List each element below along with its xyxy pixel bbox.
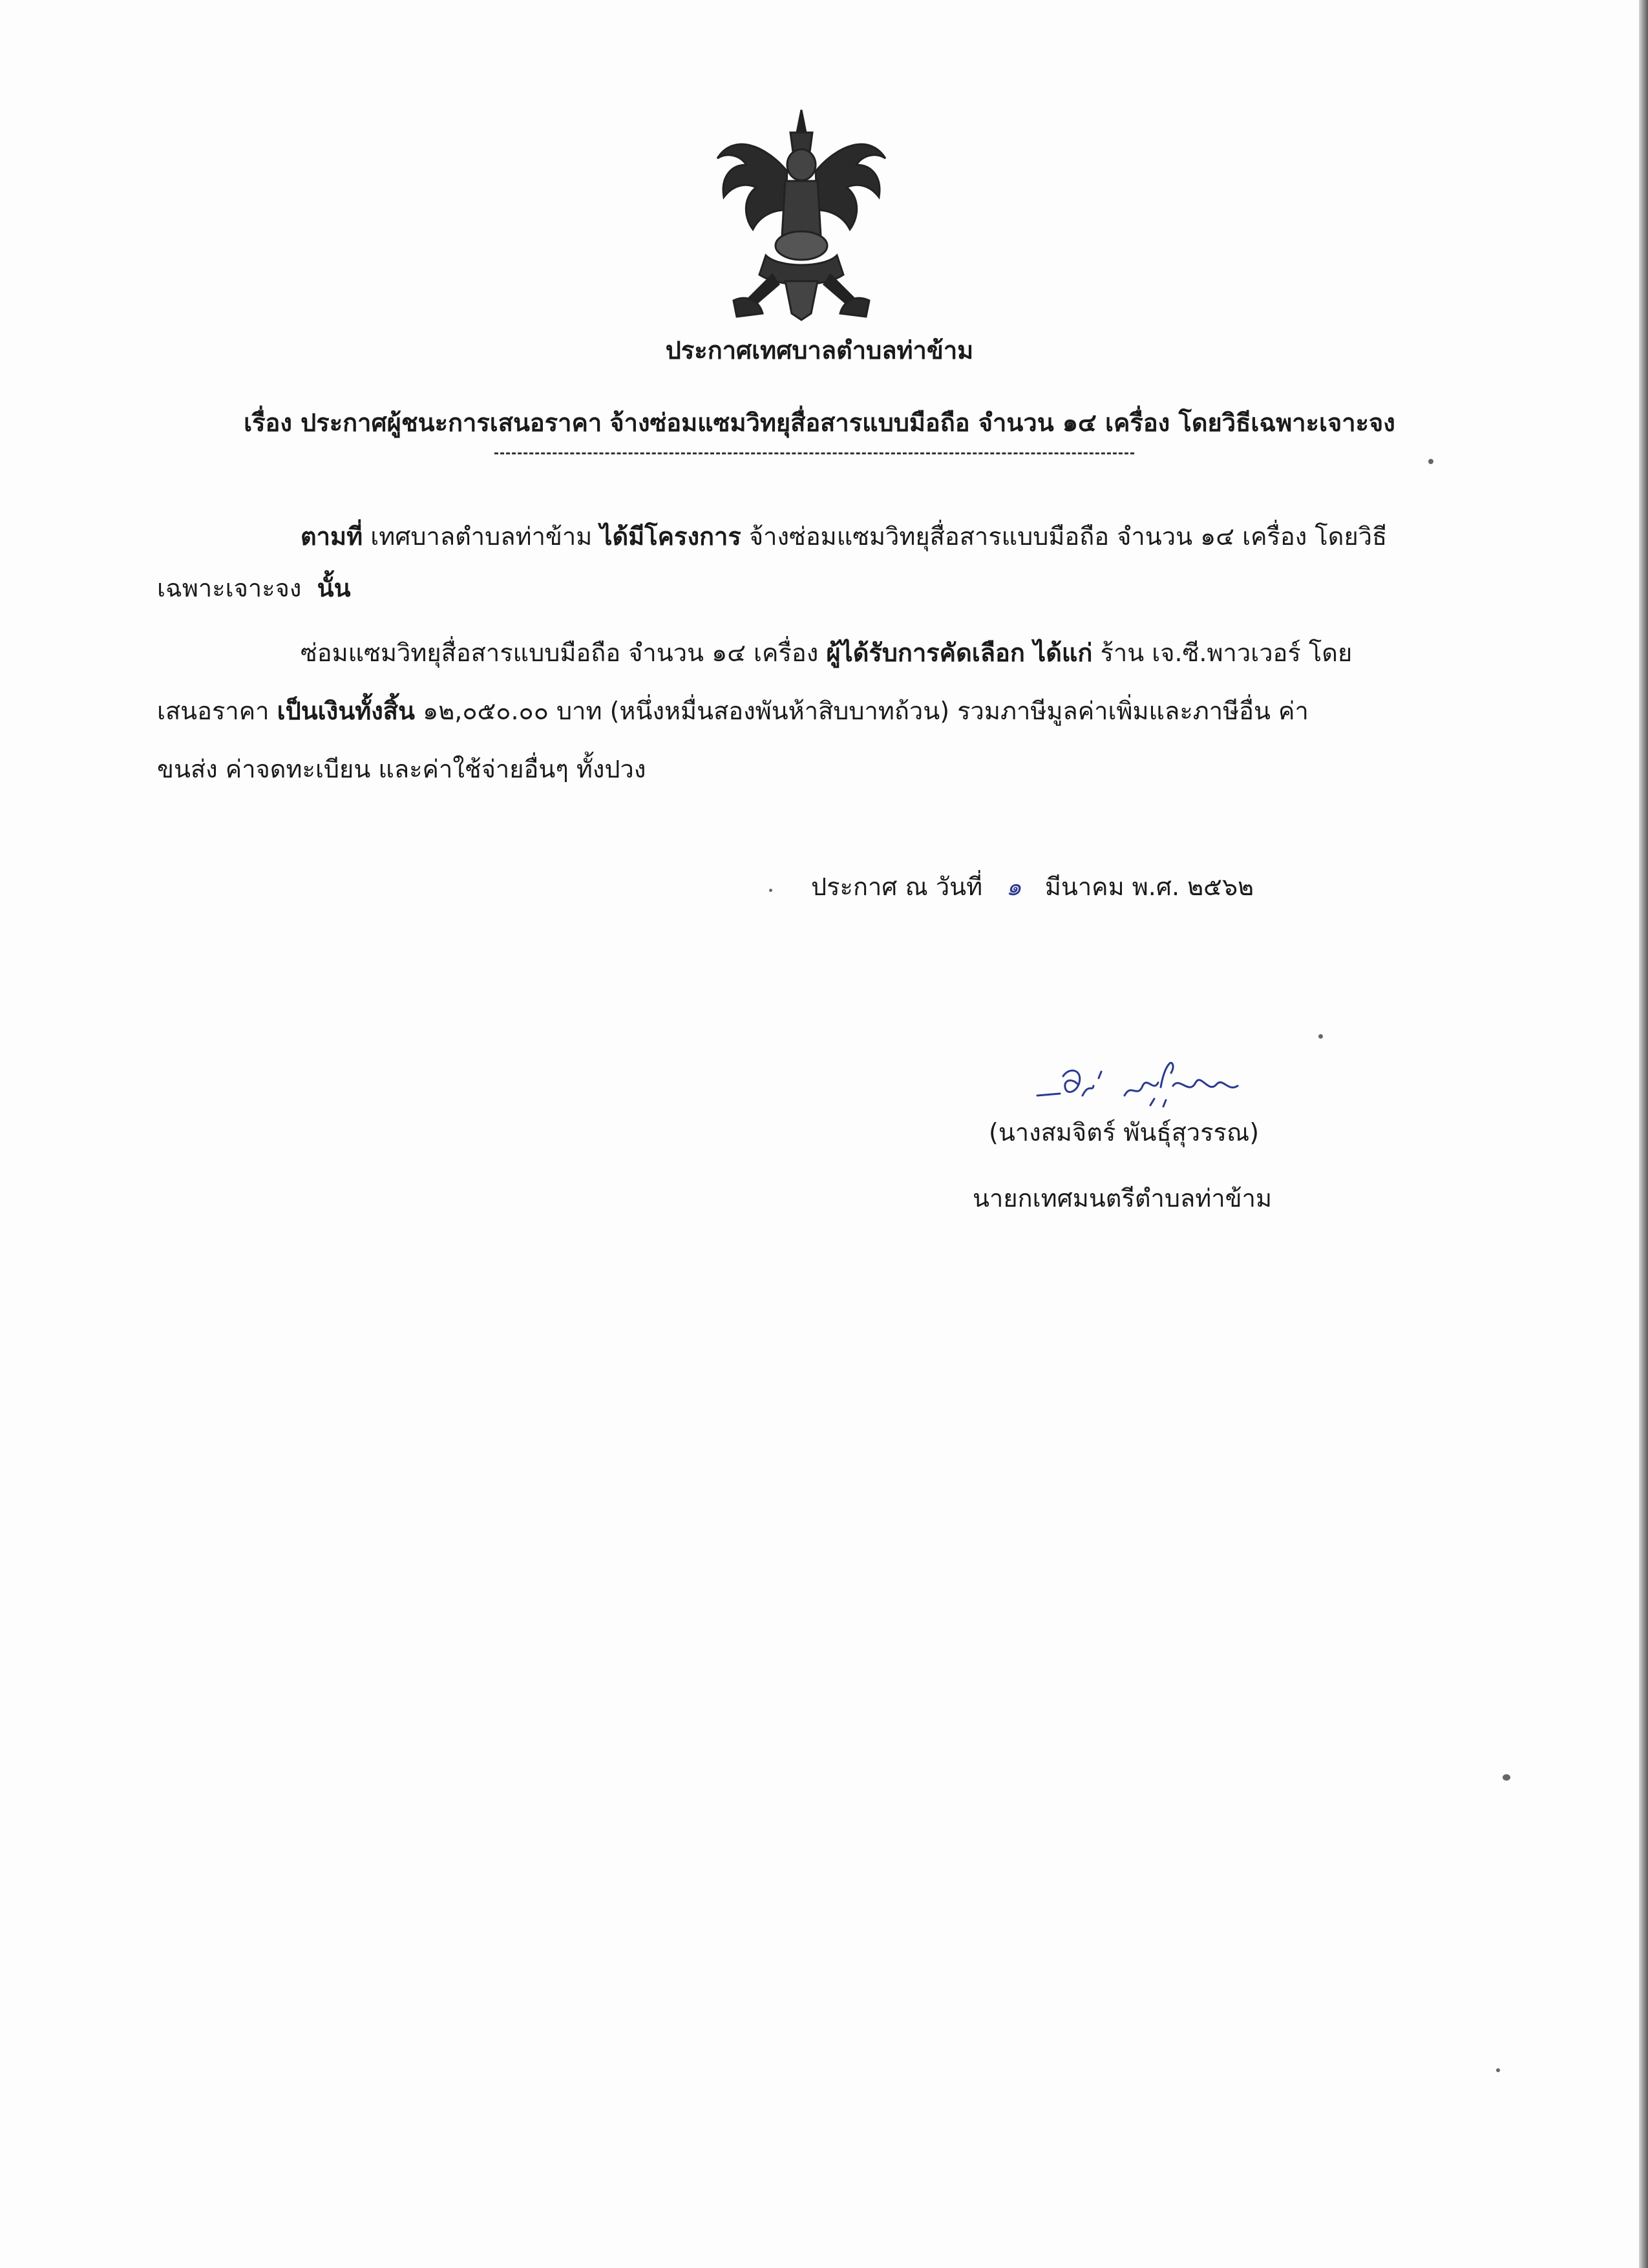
- p2-amount: ๑๒,๐๕๐.๐๐ บาท (หนึ่งหมื่นสองพันห้าสิบบาทถ้วน): [423, 697, 950, 725]
- announcement-date: [811, 873, 1254, 902]
- scan-edge: [1639, 0, 1648, 2268]
- scan-speck: [1503, 1774, 1510, 1781]
- scan-speck: [1318, 1034, 1323, 1039]
- paragraph1-line1: [301, 522, 1387, 552]
- p2-by: โดย: [1308, 639, 1353, 667]
- p1-org: เทศบาลตำบลท่าข้าม: [370, 522, 593, 551]
- p2-inclusion-2: ขนส่ง ค่าจดทะเบียน และค่าใช้จ่ายอื่นๆ ทั้งปวง: [157, 755, 646, 783]
- signatory-position: นายกเทศมนตรีตำบลท่าข้าม: [973, 1184, 1273, 1213]
- date-label: ประกาศ ณ วันที่: [811, 873, 983, 901]
- p2-offer-label: เสนอราคา: [157, 697, 269, 725]
- paragraph1-line2: [157, 574, 351, 604]
- announcement-title: ประกาศเทศบาลตำบลท่าข้าม: [665, 336, 974, 365]
- scan-speck: [1428, 459, 1433, 464]
- p2-inclusion-1: รวมภาษีมูลค่าเพิ่มและภาษีอื่น ค่า: [957, 697, 1309, 725]
- p2-item: ซ่อมแซมวิทยุสื่อสารแบบมือถือ จำนวน ๑๔ เครื่อง: [301, 639, 819, 667]
- paragraph2-line2: [157, 697, 1309, 726]
- scan-speck: [1496, 2068, 1500, 2072]
- p1-lead: ตามที่: [301, 522, 363, 551]
- handwritten-signature: [1034, 1047, 1254, 1118]
- date-day: ๑: [1006, 873, 1022, 901]
- scan-speck: [769, 889, 772, 892]
- separator-line: [494, 452, 1134, 461]
- subject-text: จ้างซ่อมแซมวิทยุสื่อสารแบบมือถือ จำนวน ๑๔ เครื่อง โดยวิธีเฉพาะเจาะจง: [609, 408, 1395, 437]
- garuda-emblem-icon: [708, 107, 895, 326]
- signatory-name: (นางสมจิตร์ พันธุ์สุวรรณ): [989, 1118, 1260, 1147]
- p2-selected-label: ผู้ได้รับการคัดเลือก ได้แก่: [826, 639, 1093, 667]
- p1-phrase: ได้มีโครงการ: [600, 522, 741, 551]
- paragraph2-line1: [301, 639, 1352, 668]
- p1-text-line1: จ้างซ่อมแซมวิทยุสื่อสารแบบมือถือ จำนวน ๑๔ เครื่อง โดยวิธี: [748, 522, 1388, 551]
- p2-total-label: เป็นเงินทั้งสิ้น: [277, 697, 415, 725]
- announcement-subject: [0, 408, 1639, 438]
- subject-label: เรื่อง ประกาศผู้ชนะการเสนอราคา: [244, 408, 602, 437]
- p1-text-line2: เฉพาะเจาะจง: [157, 574, 302, 602]
- p2-vendor: ร้าน เจ.ซี.พาวเวอร์: [1100, 639, 1301, 667]
- paragraph2-line3: [157, 755, 646, 785]
- p1-end: นั้น: [317, 574, 351, 602]
- date-month-year: มีนาคม พ.ศ. ๒๕๖๒: [1044, 873, 1254, 901]
